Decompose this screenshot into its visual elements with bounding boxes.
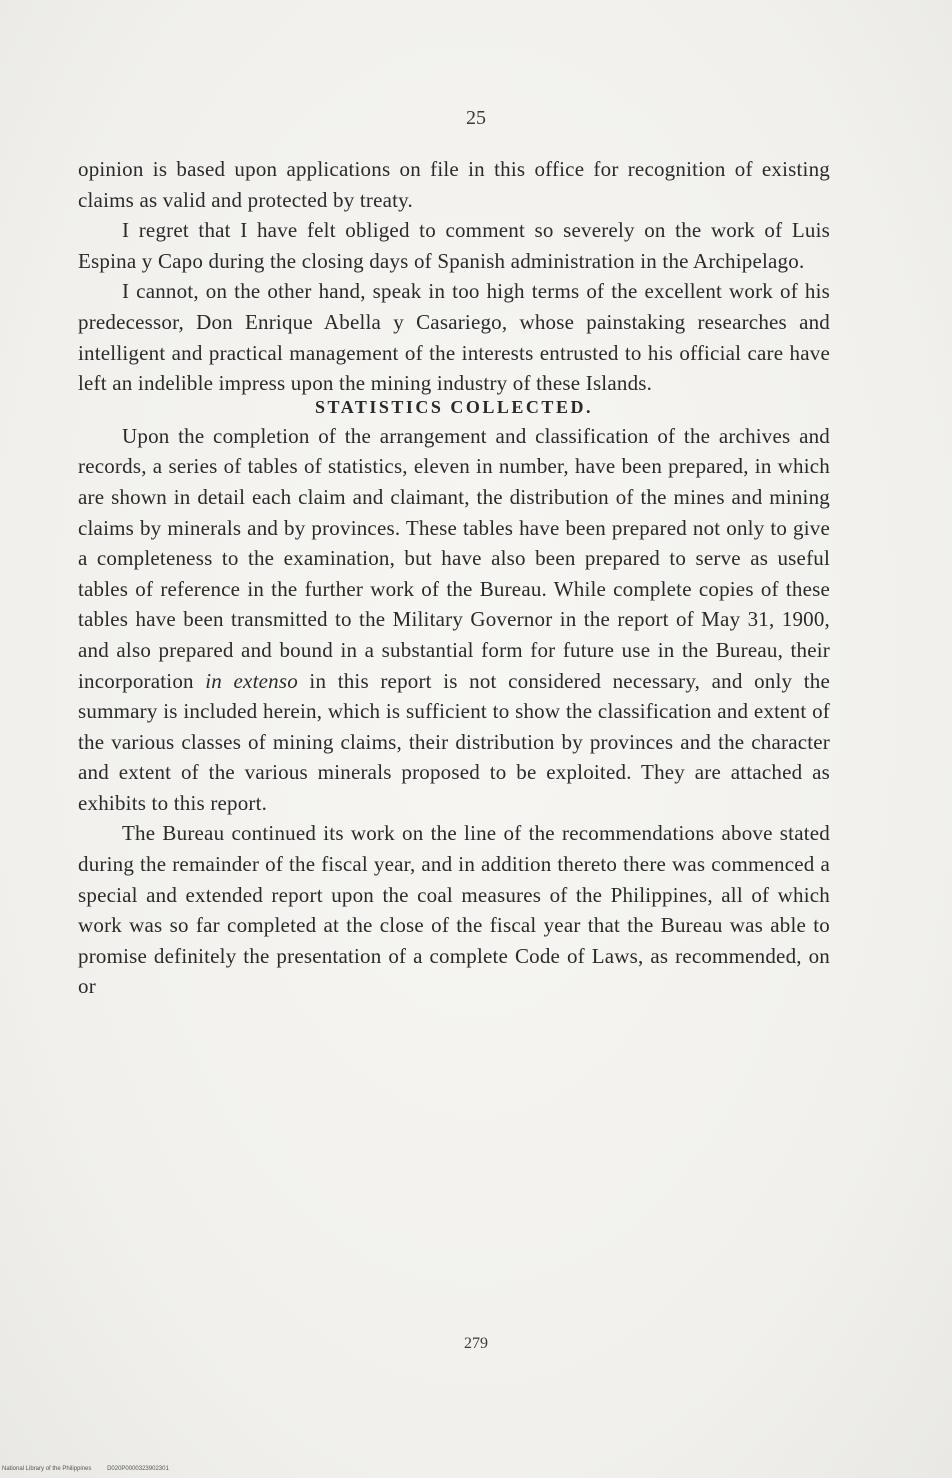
italic-phrase: in extenso xyxy=(205,668,298,693)
body-text xyxy=(78,154,830,1002)
page-number-bottom: 279 xyxy=(464,1335,488,1352)
paragraph-bureau-work: The Bureau continued its work on the line of the recommendations above stated during the remainder of the fiscal year, and in addition thereto there was commenced a special and extended report upon the coal measures of the Philippines, all of which work was so far completed at the close of the fiscal year that the Bureau was able to promise definitely the presentation of a complete Code of Laws, as recommended, on or xyxy=(78,821,830,999)
section-heading: STATISTICS COLLECTED. xyxy=(315,396,593,417)
footer-strip xyxy=(0,1466,183,1478)
paragraph-predecessor: I cannot, on the other hand, speak in too high terms of the excellent work of his predecessor, Don Enrique Abella y Casariego, whose painstaking researches and intelligent and practical management of the interests entrusted to his official care have left an indelible impress upon the mining industry of these Islands. xyxy=(78,279,830,396)
page-number-top: 25 xyxy=(466,107,486,129)
footer-code: D020P0000323902301 xyxy=(107,1466,169,1472)
paragraph-statistics-part-a: Upon the completion of the arrangement and classification of the archives and records, a series of tables of statistics, eleven in number, have been prepared, in which are shown in detail each claim and claimant, the distribution of the mines and mining claims by minerals and by provinces. These tables have been prepared not only to give a completeness to the examination, but have also been prepared to serve as useful tables of reference in the further work of the Bureau. While complete copies of these tables have been transmitted to the Military Governor in the report of May 31, 1900, and also prepared and bound in a substantial form for future use in the Bureau, their incorporation xyxy=(78,423,830,693)
footer-library: National Library of the Philippines xyxy=(2,1466,92,1472)
paragraph-statistics xyxy=(78,421,830,819)
paragraph-statistics-part-b: in this report is not considered necessary, and only the summary is included herein, which is sufficient to show the classification and extent of the various classes of mining claims, their distribution by provinces and the character and extent of the various minerals proposed to be exploited. They are attached as exhibits to this report. xyxy=(78,668,831,815)
paragraph-continuation: opinion is based upon applications on file in this office for recognition of existing claims as valid and protected by treaty. xyxy=(78,157,830,212)
paragraph-regret: I regret that I have felt obliged to comment so severely on the work of Luis Espina y Capo during the closing days of Spanish administration in the Archipelago. xyxy=(78,218,830,273)
